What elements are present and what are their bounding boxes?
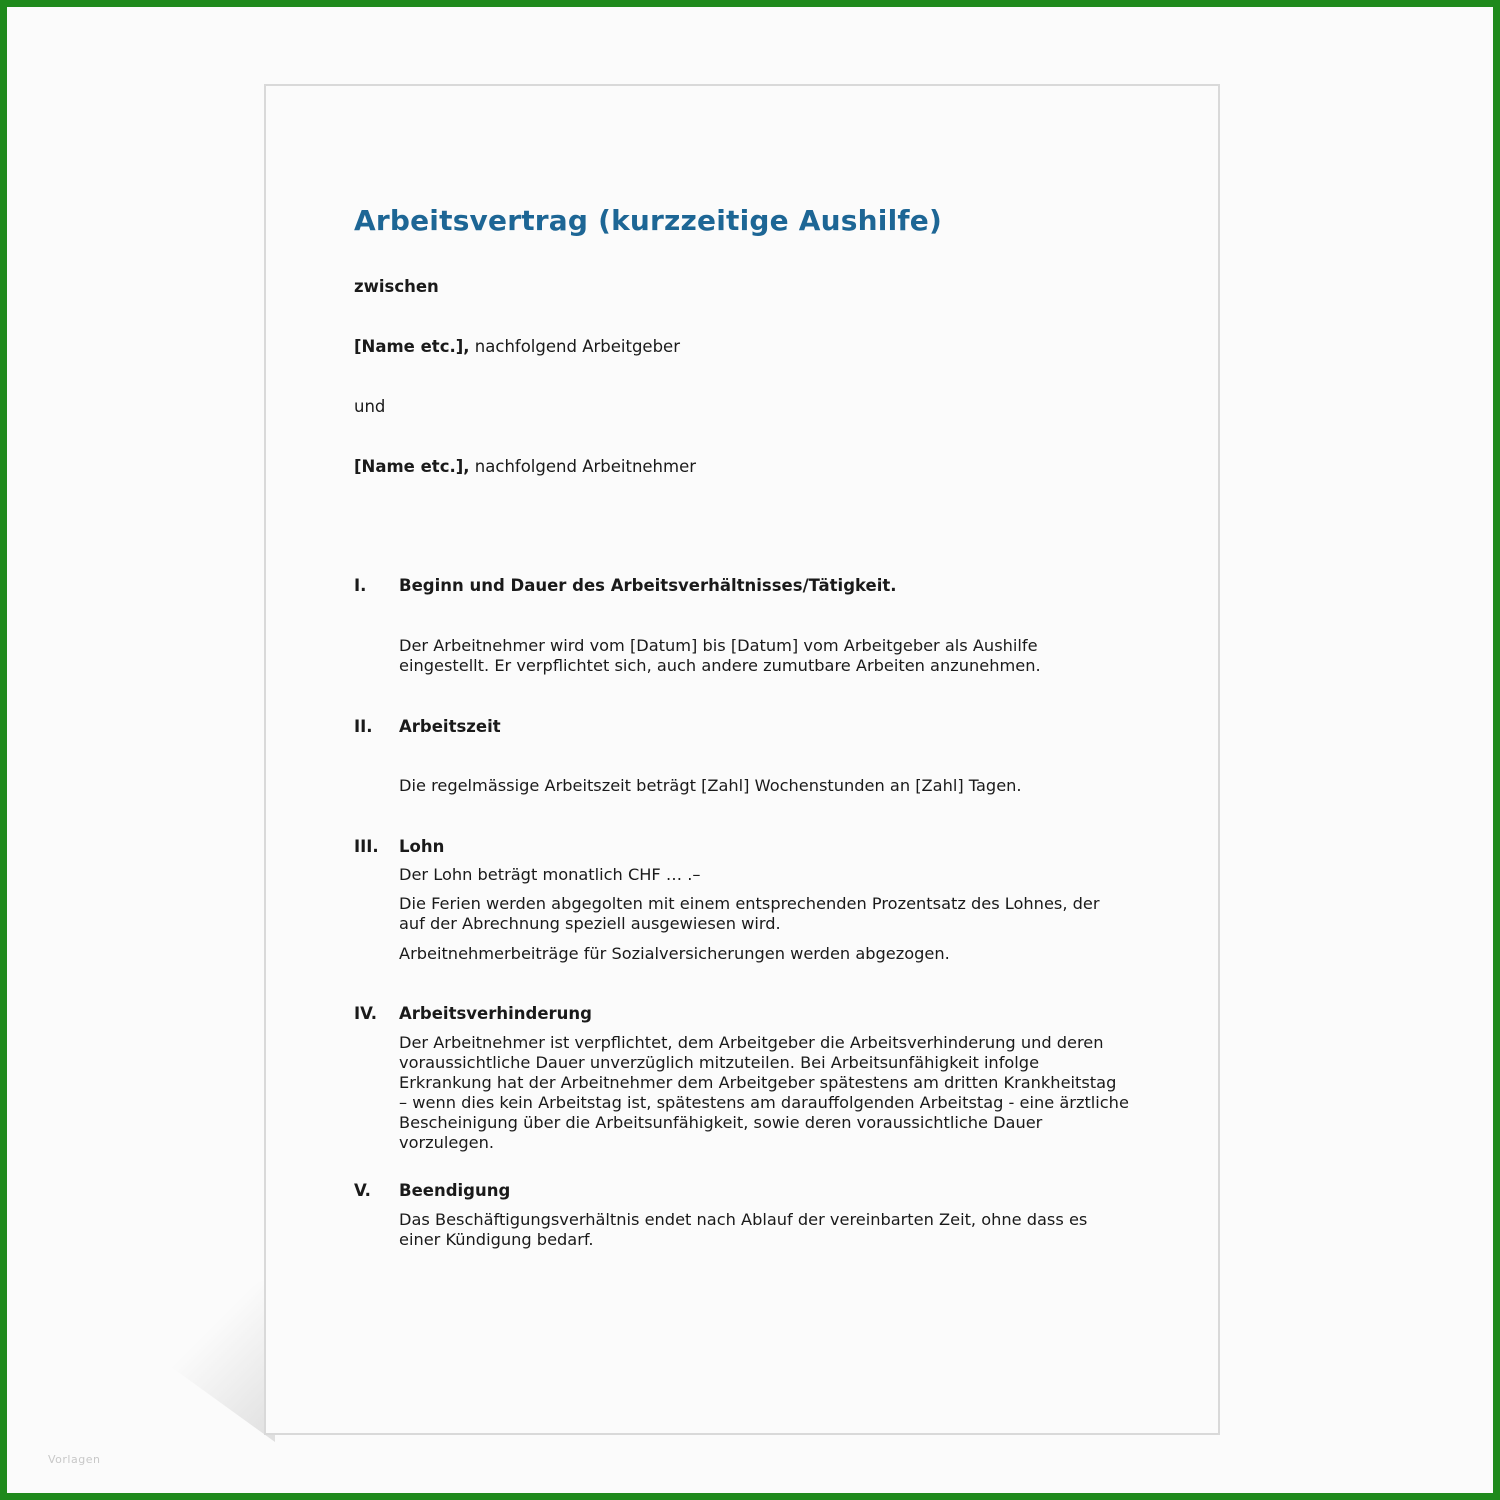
section-1-title: Beginn und Dauer des Arbeitsverhältnisses/Tätigkeit. <box>399 576 897 595</box>
section-2-title: Arbeitszeit <box>399 717 501 736</box>
section-3-paragraph-3: Arbeitnehmerbeiträge für Sozialversicherungen werden abgezogen. <box>399 944 950 963</box>
section-2-number: II. <box>354 717 373 736</box>
page-shadow <box>115 1277 275 1442</box>
section-3-number: III. <box>354 837 379 856</box>
section-4-number: IV. <box>354 1004 378 1023</box>
party-employer-name: [Name etc.], <box>354 337 470 356</box>
document-title: Arbeitsvertrag (kurzzeitige Aushilfe) <box>354 204 942 237</box>
section-3-title: Lohn <box>399 837 445 856</box>
section-4-title: Arbeitsverhinderung <box>399 1004 592 1023</box>
section-3-paragraph-1: Der Lohn beträgt monatlich CHF … .– <box>399 865 701 884</box>
section-1-paragraph-1: Der Arbeitnehmer wird vom [Datum] bis [Datum] vom Arbeitgeber als Aushilfe eingestellt. Er verpflichtet sich, auch andere zumutbare Arbeiten anzunehmen. <box>399 636 1041 675</box>
and-label: und <box>354 397 386 416</box>
between-label: zwischen <box>354 277 439 296</box>
section-3-paragraph-2: Die Ferien werden abgegolten mit einem entsprechenden Prozentsatz des Lohnes, der auf der Abrechnung speziell ausgewiesen wird. <box>399 894 1100 933</box>
section-5-number: V. <box>354 1181 371 1200</box>
section-4-paragraph-1: Der Arbeitnehmer ist verpflichtet, dem Arbeitgeber die Arbeitsverhinderung und deren voraussichtliche Dauer unverzüglich mitzuteilen. Bei Arbeitsunfähigkeit infolge Erkrankung hat der Arbeitnehmer dem Arbeitgeber spätestens am dritten Krankheitstag – wenn dies kein Arbeitstag ist, spätestens am darauffolgenden Arbeitstag - eine ärztliche Bescheinigung über die Arbeitsunfähigkeit, sowie deren voraussichtliche Dauer vorzulegen. <box>399 1033 1129 1152</box>
watermark-text: Vorlagen <box>48 1453 101 1466</box>
section-5-title: Beendigung <box>399 1181 511 1200</box>
party-employer <box>354 337 680 356</box>
section-5-paragraph-1: Das Beschäftigungsverhältnis endet nach Ablauf der vereinbarten Zeit, ohne dass es einer Kündigung bedarf. <box>399 1210 1088 1249</box>
party-employer-role: nachfolgend Arbeitgeber <box>469 337 680 356</box>
section-2-paragraph-1: Die regelmässige Arbeitszeit beträgt [Zahl] Wochenstunden an [Zahl] Tagen. <box>399 776 1022 795</box>
document-page <box>264 84 1220 1435</box>
party-employee <box>354 457 696 476</box>
party-employee-role: nachfolgend Arbeitnehmer <box>469 457 697 476</box>
section-1-number: I. <box>354 576 367 595</box>
party-employee-name: [Name etc.], <box>354 457 470 476</box>
